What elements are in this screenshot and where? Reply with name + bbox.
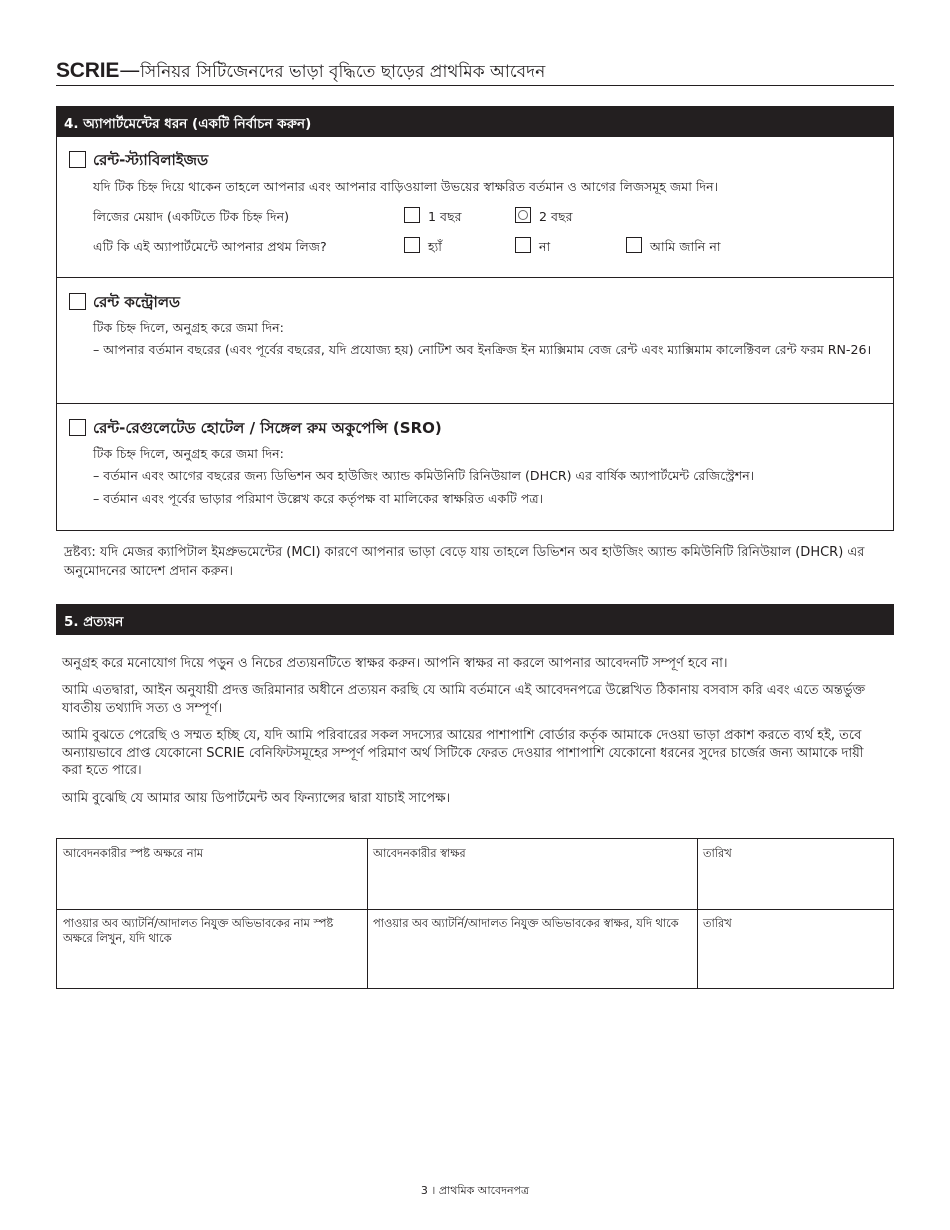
rent-stabilized-section [57, 137, 893, 277]
first-lease-yes-checkbox[interactable] [404, 237, 420, 253]
first-lease-label: এটি কি এই অ্যাপার্টমেন্টে আপনার প্রথম লিজ? [93, 239, 327, 254]
header-dash: — [119, 58, 141, 82]
first-lease-unknown-checkbox[interactable] [626, 237, 642, 253]
sro-item: – বর্তমান এবং আগের বছরের জন্য ডিভিশন অব হাউজিং অ্যান্ড কমিউনিটি রিনিউয়াল (DHCR) এর বার্ষিক অ্যাপার্টমেন্ট রেজিস্ট্রেশন। [93, 468, 755, 483]
sro-section [57, 404, 893, 530]
first-lease-unknown-label: আমি জানি না [650, 239, 721, 254]
certification-paragraph: আমি বুঝতে পেরেছি ও সম্মত হচ্ছি যে, যদি আমি পরিবারের সকল সদস্যের আয়ের পাশাপাশি বোর্ডার কর্তৃক আমাকে দেওয়া ভাড়া প্রকাশ করতে ব্যর্থ হই, তবে অন্যায়ভাবে প্রাপ্ত যেকোনো SCRIE বেনিফিটসমূহের সম্পূর্ণ পরিমাণ অর্থ সিটিকে ফেরত দেওয়ার পাশাপাশি যেকোনো ধরনের সুদের চার্জের জন্য আমাকে দায়ী করা হতে পারে। [62, 728, 864, 778]
rent-controlled-instruction: টিক চিহ্ন দিলে, অনুগ্রহ করে জমা দিন: [93, 320, 284, 335]
rent-controlled-label: রেন্ট কন্ট্রোলড [93, 293, 181, 311]
section-5-header: 5. প্রত্যয়ন [56, 604, 894, 635]
applicant-signature-label: আবেদনকারীর স্বাক্ষর [373, 847, 466, 860]
sro-instruction: টিক চিহ্ন দিলে, অনুগ্রহ করে জমা দিন: [93, 446, 284, 461]
certification-paragraph: আমি এতদ্বারা, আইন অনুযায়ী প্রদত্ত জরিমানার অধীনে প্রত্যয়ন করছি যে আমি বর্তমানে এই আবেদনপত্রে উল্লেখিত ঠিকানায় বসবাস করি এবং এতে অন্তর্ভুক্ত যাবতীয় তথ্যাদি সত্য ও সম্পূর্ণ। [62, 683, 866, 716]
rent-controlled-item: – আপনার বর্তমান বছরের (এবং পূর্বের বছরের, যদি প্রযোজ্য হয়) নোটিশ অব ইনক্রিজ ইন ম্যাক্সিমাম বেজ রেন্ট এবং ম্যাক্সিমাম কালেক্টিবল রেন্ট ফরম RN-26। [93, 342, 872, 357]
rent-stabilized-checkbox[interactable] [69, 151, 86, 168]
first-lease-yes-label: হ্যাঁ [428, 239, 442, 254]
page-header [56, 58, 894, 86]
page-footer: 3 । প্রাথমিক আবেদনপত্র [420, 1184, 530, 1197]
first-lease-no-checkbox[interactable] [515, 237, 531, 253]
sro-item: – বর্তমান এবং পূর্বের ভাড়ার পরিমাণ উল্লেখ করে কর্তৃপক্ষ বা মালিকের স্বাক্ষরিত একটি পত্র। [93, 491, 544, 506]
radio-circle-icon [518, 210, 528, 220]
first-lease-no-label: না [539, 239, 551, 254]
form-brand: SCRIE [56, 59, 120, 82]
applicant-signature-field[interactable] [367, 839, 697, 909]
guardian-name-field[interactable] [57, 909, 367, 988]
sro-label: রেন্ট-রেগুলেটেড হোটেল / সিঙ্গেল রুম অকুপেন্সি (SRO) [93, 419, 442, 437]
guardian-date-field[interactable] [697, 909, 893, 988]
lease-2-year-checkbox[interactable] [515, 207, 531, 223]
page-title: সিনিয়র সিটিজেনদের ভাড়া বৃদ্ধিতে ছাড়ের প্রাথমিক আবেদন [140, 62, 546, 82]
guardian-date-label: তারিখ [703, 917, 732, 930]
applicant-name-label: আবেদনকারীর স্পষ্ট অক্ষরে নাম [63, 847, 204, 860]
rent-controlled-checkbox[interactable] [69, 293, 86, 310]
rent-controlled-section [57, 278, 893, 403]
apartment-type-box [56, 137, 894, 531]
signature-table [56, 838, 894, 989]
applicant-name-field[interactable] [57, 839, 367, 909]
guardian-name-label: পাওয়ার অব অ্যাটর্নি/আদালত নিযুক্ত অভিভাবকের নাম স্পষ্ট অক্ষরে লিখুন, যদি থাকে [63, 917, 334, 945]
section-4-header: 4. অ্যাপার্টমেন্টের ধরন (একটি নির্বাচন করুন) [56, 106, 894, 137]
guardian-signature-field[interactable] [367, 909, 697, 988]
rent-stabilized-instruction: যদি টিক চিহ্ন দিয়ে থাকেন তাহলে আপনার এবং আপনার বাড়িওয়ালা উভয়ের স্বাক্ষরিত বর্তমান ও আগের লিজসমূহ জমা দিন। [93, 179, 719, 194]
lease-1-year-checkbox[interactable] [404, 207, 420, 223]
rent-stabilized-label: রেন্ট-স্ট্যাবিলাইজড [93, 151, 209, 169]
lease-term-label: লিজের মেয়াদ (একটিতে টিক চিহ্ন দিন) [93, 209, 290, 224]
certification-paragraph: আমি বুঝেছি যে আমার আয় ডিপার্টমেন্ট অব ফিন্যান্সের দ্বারা যাচাই সাপেক্ষ। [62, 791, 451, 806]
applicant-date-label: তারিখ [703, 847, 732, 860]
lease-1-year-label: 1 বছর [428, 209, 462, 224]
applicant-date-field[interactable] [697, 839, 893, 909]
guardian-signature-label: পাওয়ার অব অ্যাটর্নি/আদালত নিযুক্ত অভিভাবকের স্বাক্ষর, যদি থাকে [373, 917, 679, 930]
certification-paragraph: অনুগ্রহ করে মনোযোগ দিয়ে পড়ুন ও নিচের প্রত্যয়নটিতে স্বাক্ষর করুন। আপনি স্বাক্ষর না করলে আপনার আবেদনটি সম্পূর্ণ হবে না। [62, 656, 728, 671]
mci-note: দ্রষ্টব্য: যদি মেজর ক্যাপিটাল ইমপ্রুভমেন্টের (MCI) কারণে আপনার ভাড়া বেড়ে যায় তাহলে ডিভিশন অব হাউজিং অ্যান্ড কমিউনিটি রিনিউয়াল (DHCR) এর অনুমোদনের আদেশ প্রদান করুন। [64, 545, 865, 579]
lease-2-year-label: 2 বছর [539, 209, 573, 224]
sro-checkbox[interactable] [69, 419, 86, 436]
